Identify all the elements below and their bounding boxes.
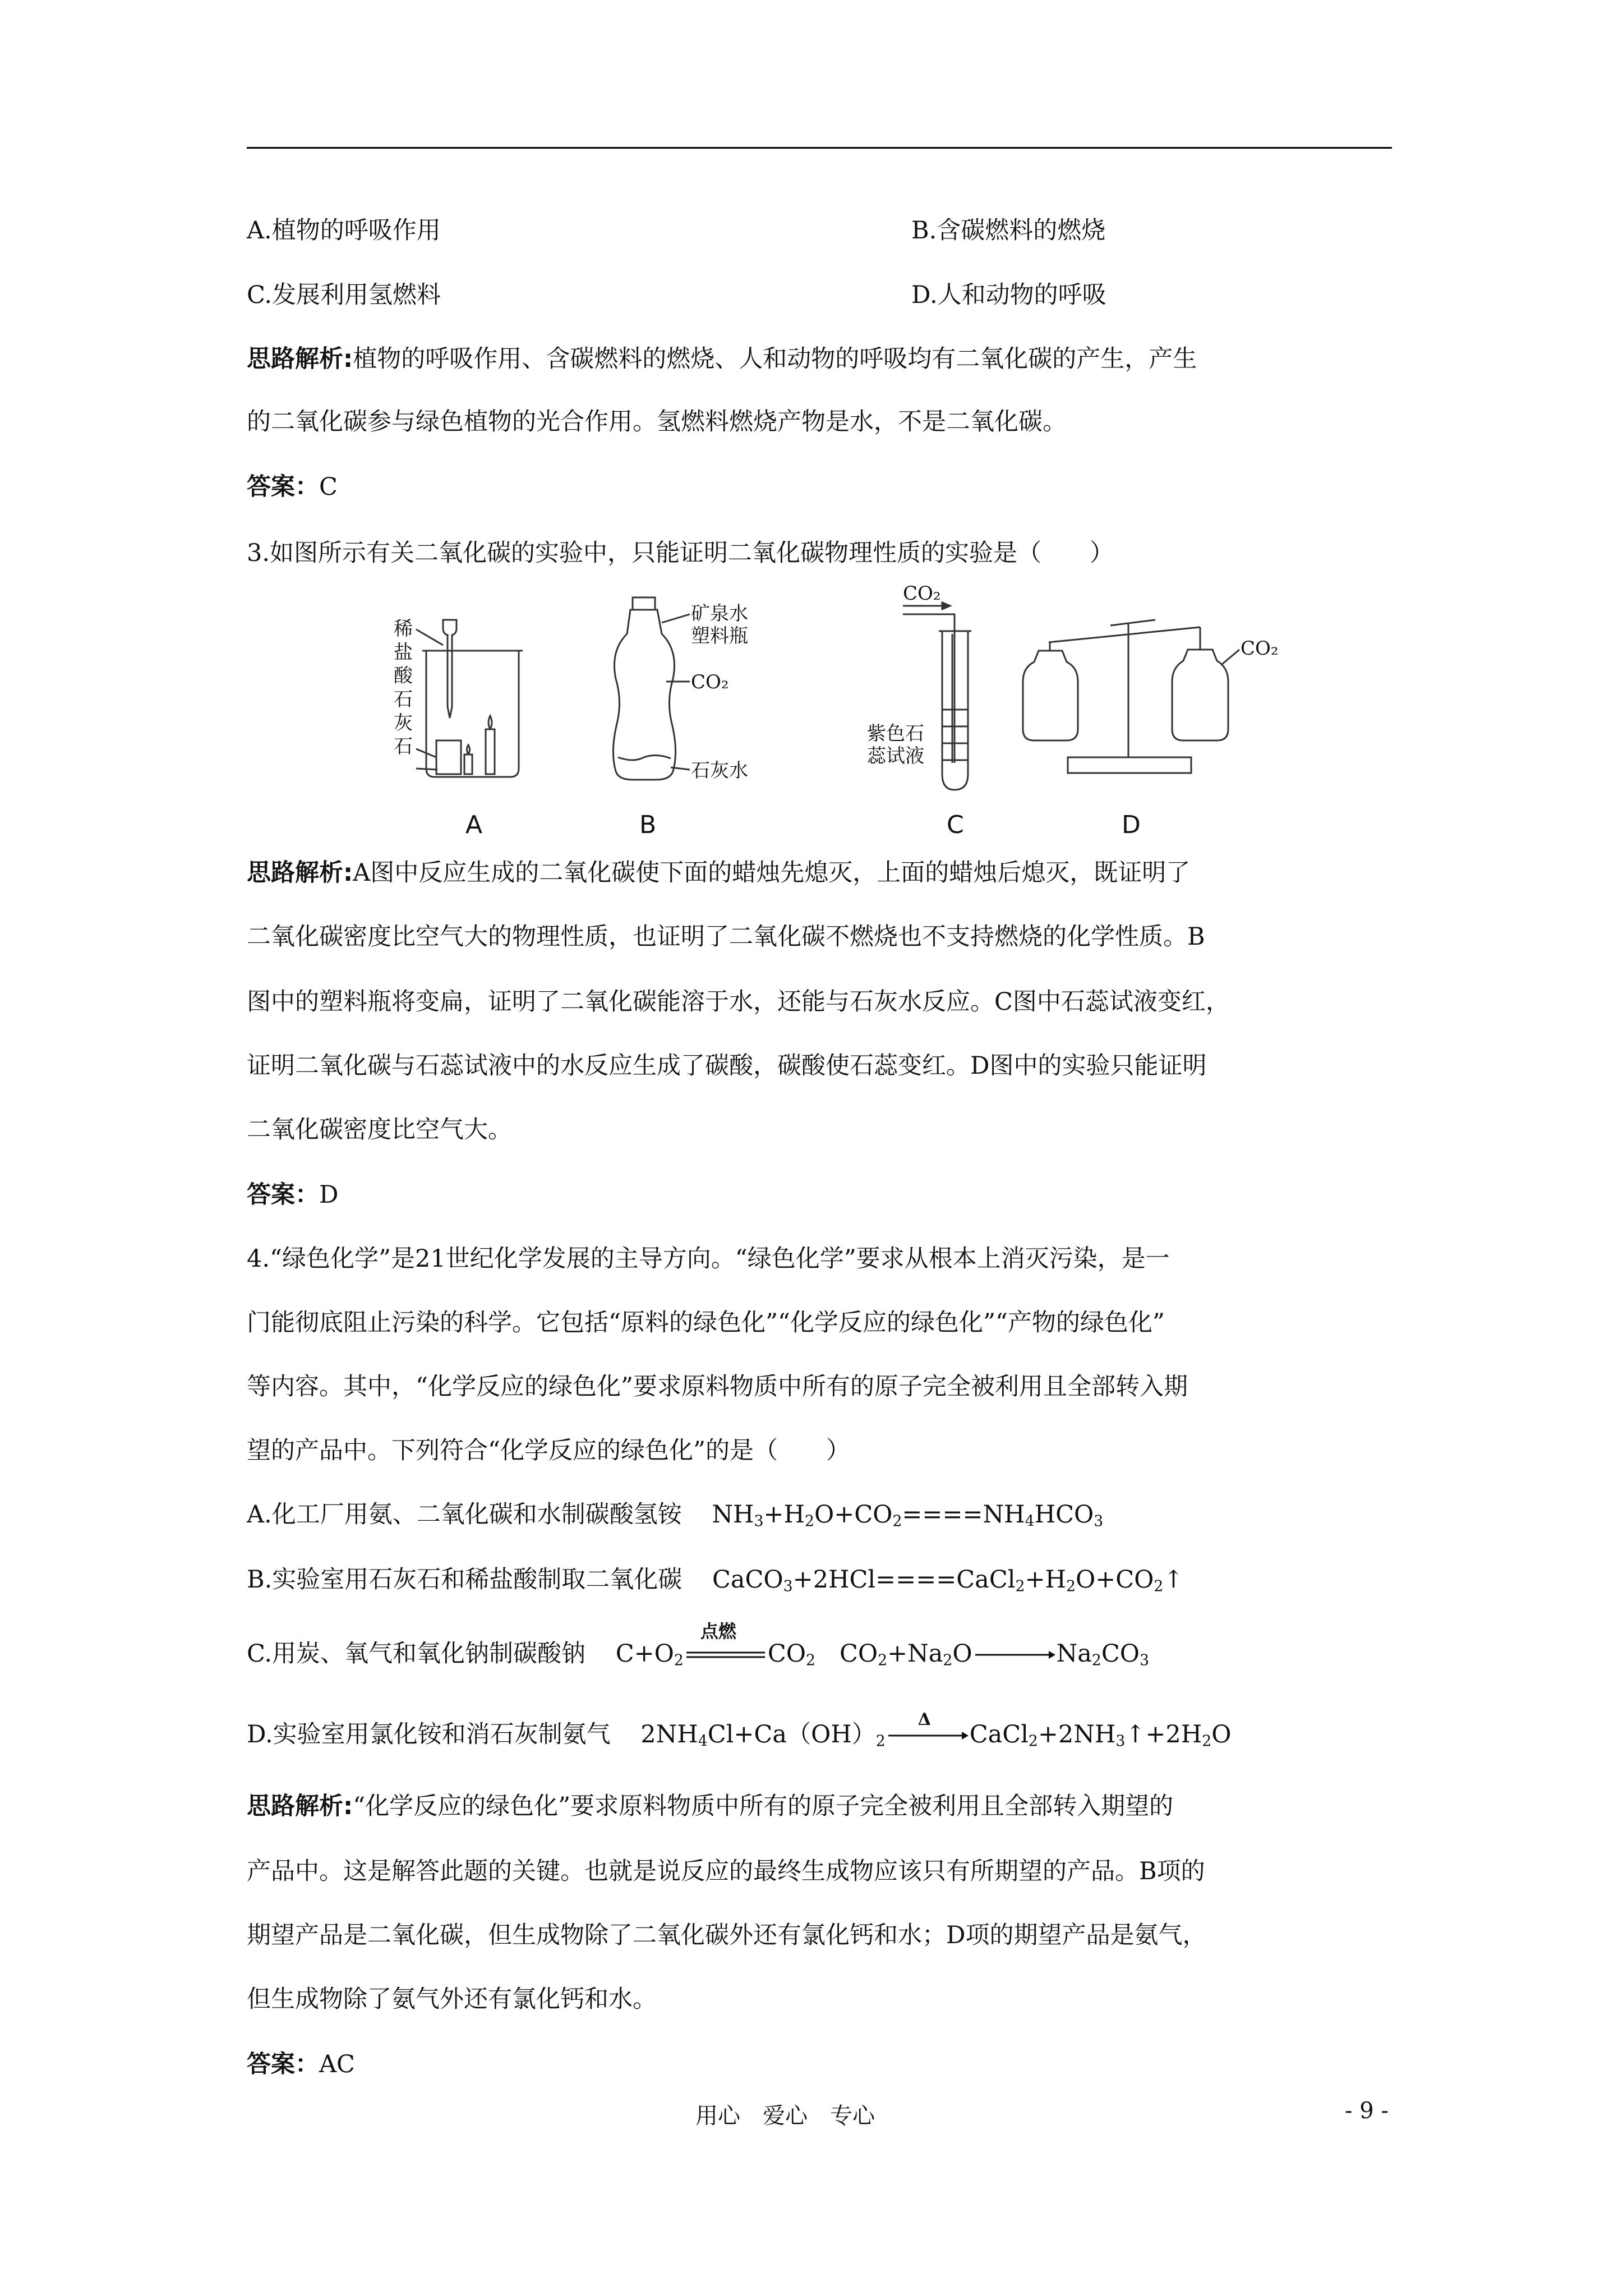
q4-stem-line4: 望的产品中。下列符合“化学反应的绿色化”的是（ ） xyxy=(247,1437,850,1465)
q3-analysis-line5: 二氧化碳密度比空气大。 xyxy=(247,1116,512,1144)
q2-option-a: A.植物的呼吸作用 xyxy=(247,217,441,245)
q3-answer: 答案：D xyxy=(247,1181,339,1209)
heat-condition: Δ xyxy=(886,1718,970,1751)
fig-c-label-co2: CO₂ xyxy=(903,582,941,605)
q4-option-c-equation: $C+O_2$ 点燃 $CO_2$ $CO_2+Na_2O$ $Na_2CO_3$ xyxy=(616,1640,1149,1668)
q4-stem-line2: 门能彻底阻止污染的科学。它包括“原料的绿色化”“化学反应的绿色化”“产物的绿色化” xyxy=(247,1309,1165,1337)
q2-option-d: D.人和动物的呼吸 xyxy=(911,281,1106,309)
q3-stem: 3.如图所示有关二氧化碳的实验中，只能证明二氧化碳物理性质的实验是（ ） xyxy=(247,539,1114,567)
experiment-apparatus-drawing xyxy=(359,589,1279,841)
q4-stem-line3: 等内容。其中，“化学反应的绿色化”要求原料物质中所有的原子完全被利用且全部转入期 xyxy=(247,1373,1188,1401)
q2-analysis-line1: 思路解析:植物的呼吸作用、含碳燃料的燃烧、人和动物的呼吸均有二氧化碳的产生，产生 xyxy=(247,345,1197,373)
fig-letter-a: A xyxy=(465,811,483,839)
q4-stem-line1: 4.“绿色化学”是21世纪化学发展的主导方向。“绿色化学”要求从根本上消灭污染，是一 xyxy=(247,1245,1170,1273)
analysis-label: 思路解析: xyxy=(247,345,353,373)
ignite-condition: 点燃 xyxy=(700,1621,736,1642)
q4-option-d-equation: $2NH_4Cl+Ca(OH)_2$ Δ $CaCl_2+2NH_3↑+2H_2O$ xyxy=(640,1720,1231,1749)
header-rule xyxy=(247,147,1392,149)
q3-analysis-line4: 证明二氧化碳与石蕊试液中的水反应生成了碳酸，碳酸使石蕊变红。D图中的实验只能证明 xyxy=(247,1052,1207,1080)
q3-analysis-line1: 思路解析:A图中反应生成的二氧化碳使下面的蜡烛先熄灭，上面的蜡烛后熄灭，既证明了 xyxy=(247,859,1191,887)
q2-answer: 答案：C xyxy=(247,473,338,501)
q3-analysis-line2: 二氧化碳密度比空气大的物理性质，也证明了二氧化碳不燃烧也不支持燃烧的化学性质。B xyxy=(247,923,1205,951)
q4-analysis-line1: 思路解析:“化学反应的绿色化”要求原料物质中所有的原子完全被利用且全部转入期望的 xyxy=(247,1792,1174,1820)
fig-b-label-plastic: 塑料瓶 xyxy=(691,625,748,647)
footer-motto: 用心 爱心 专心 xyxy=(695,2103,875,2129)
fig-b-label-bottle: 矿泉水 xyxy=(691,602,748,625)
q4-option-b-equation: $CaCO_3+2HCl====CaCl_2+H_2O+CO_2↑$ xyxy=(712,1566,1184,1595)
fig-c-label-litmus-2: 蕊试液 xyxy=(867,745,924,767)
fig-a-labels: 稀 盐 酸 石 灰 石 xyxy=(394,618,413,758)
fig-d-label-co2: CO₂ xyxy=(1241,637,1279,660)
q4-analysis-line2: 产品中。这是解答此题的关键。也就是说反应的最终生成物应该只有所期望的产品。B项的 xyxy=(247,1857,1205,1885)
fig-b-label-co2: CO₂ xyxy=(691,671,729,693)
q4-option-c: C.用炭、氧气和氧化钠制碳酸钠 $C+O_2$ 点燃 $CO_2$ $CO_2+Na_2O$ $Na_2CO_3$ xyxy=(247,1637,1149,1671)
fig-letter-c: C xyxy=(947,811,964,839)
q4-analysis-line3: 期望产品是二氧化碳，但生成物除了二氧化碳外还有氯化钙和水；D项的期望产品是氨气， xyxy=(247,1921,1207,1949)
q4-option-b: B.实验室用石灰石和稀盐酸制取二氧化碳 $CaCO_3+2HCl====CaCl_2+H_2O+CO_2↑$ xyxy=(247,1566,1184,1595)
reaction-arrow-icon xyxy=(972,1647,1057,1664)
q4-option-a-equation: $NH_3+H_2O+CO_2====NH_4HCO_3$ xyxy=(712,1501,1104,1530)
q2-option-b: B.含碳燃料的燃烧 xyxy=(911,217,1106,245)
fig-letter-d: D xyxy=(1122,811,1141,839)
q3-figure xyxy=(359,582,1279,841)
fig-letter-b: B xyxy=(639,811,657,839)
q4-answer: 答案：AC xyxy=(247,2050,355,2078)
page-number: - 9 - xyxy=(1345,2098,1389,2124)
fig-b-label-limewater: 石灰水 xyxy=(691,760,748,782)
q3-analysis-line3: 图中的塑料瓶将变扁，证明了二氧化碳能溶于水，还能与石灰水反应。C图中石蕊试液变红， xyxy=(247,988,1230,1016)
q4-option-d: D.实验室用氯化铵和消石灰制氨气 $2NH_4Cl+Ca(OH)_2$ Δ $CaCl_2+2NH_3↑+2H_2O$ xyxy=(247,1718,1232,1751)
q4-option-a: A.化工厂用氨、二氧化碳和水制碳酸氢铵 $NH_3+H_2O+CO_2====NH_4HCO_3$ xyxy=(247,1501,1104,1530)
q2-analysis-line2: 的二氧化碳参与绿色植物的光合作用。氢燃料燃烧产物是水，不是二氧化碳。 xyxy=(247,408,1067,436)
q4-analysis-line4: 但生成物除了氨气外还有氯化钙和水。 xyxy=(247,1985,657,2013)
q2-option-c: C.发展利用氢燃料 xyxy=(247,281,441,309)
fig-c-label-litmus-1: 紫色石 xyxy=(867,723,924,745)
